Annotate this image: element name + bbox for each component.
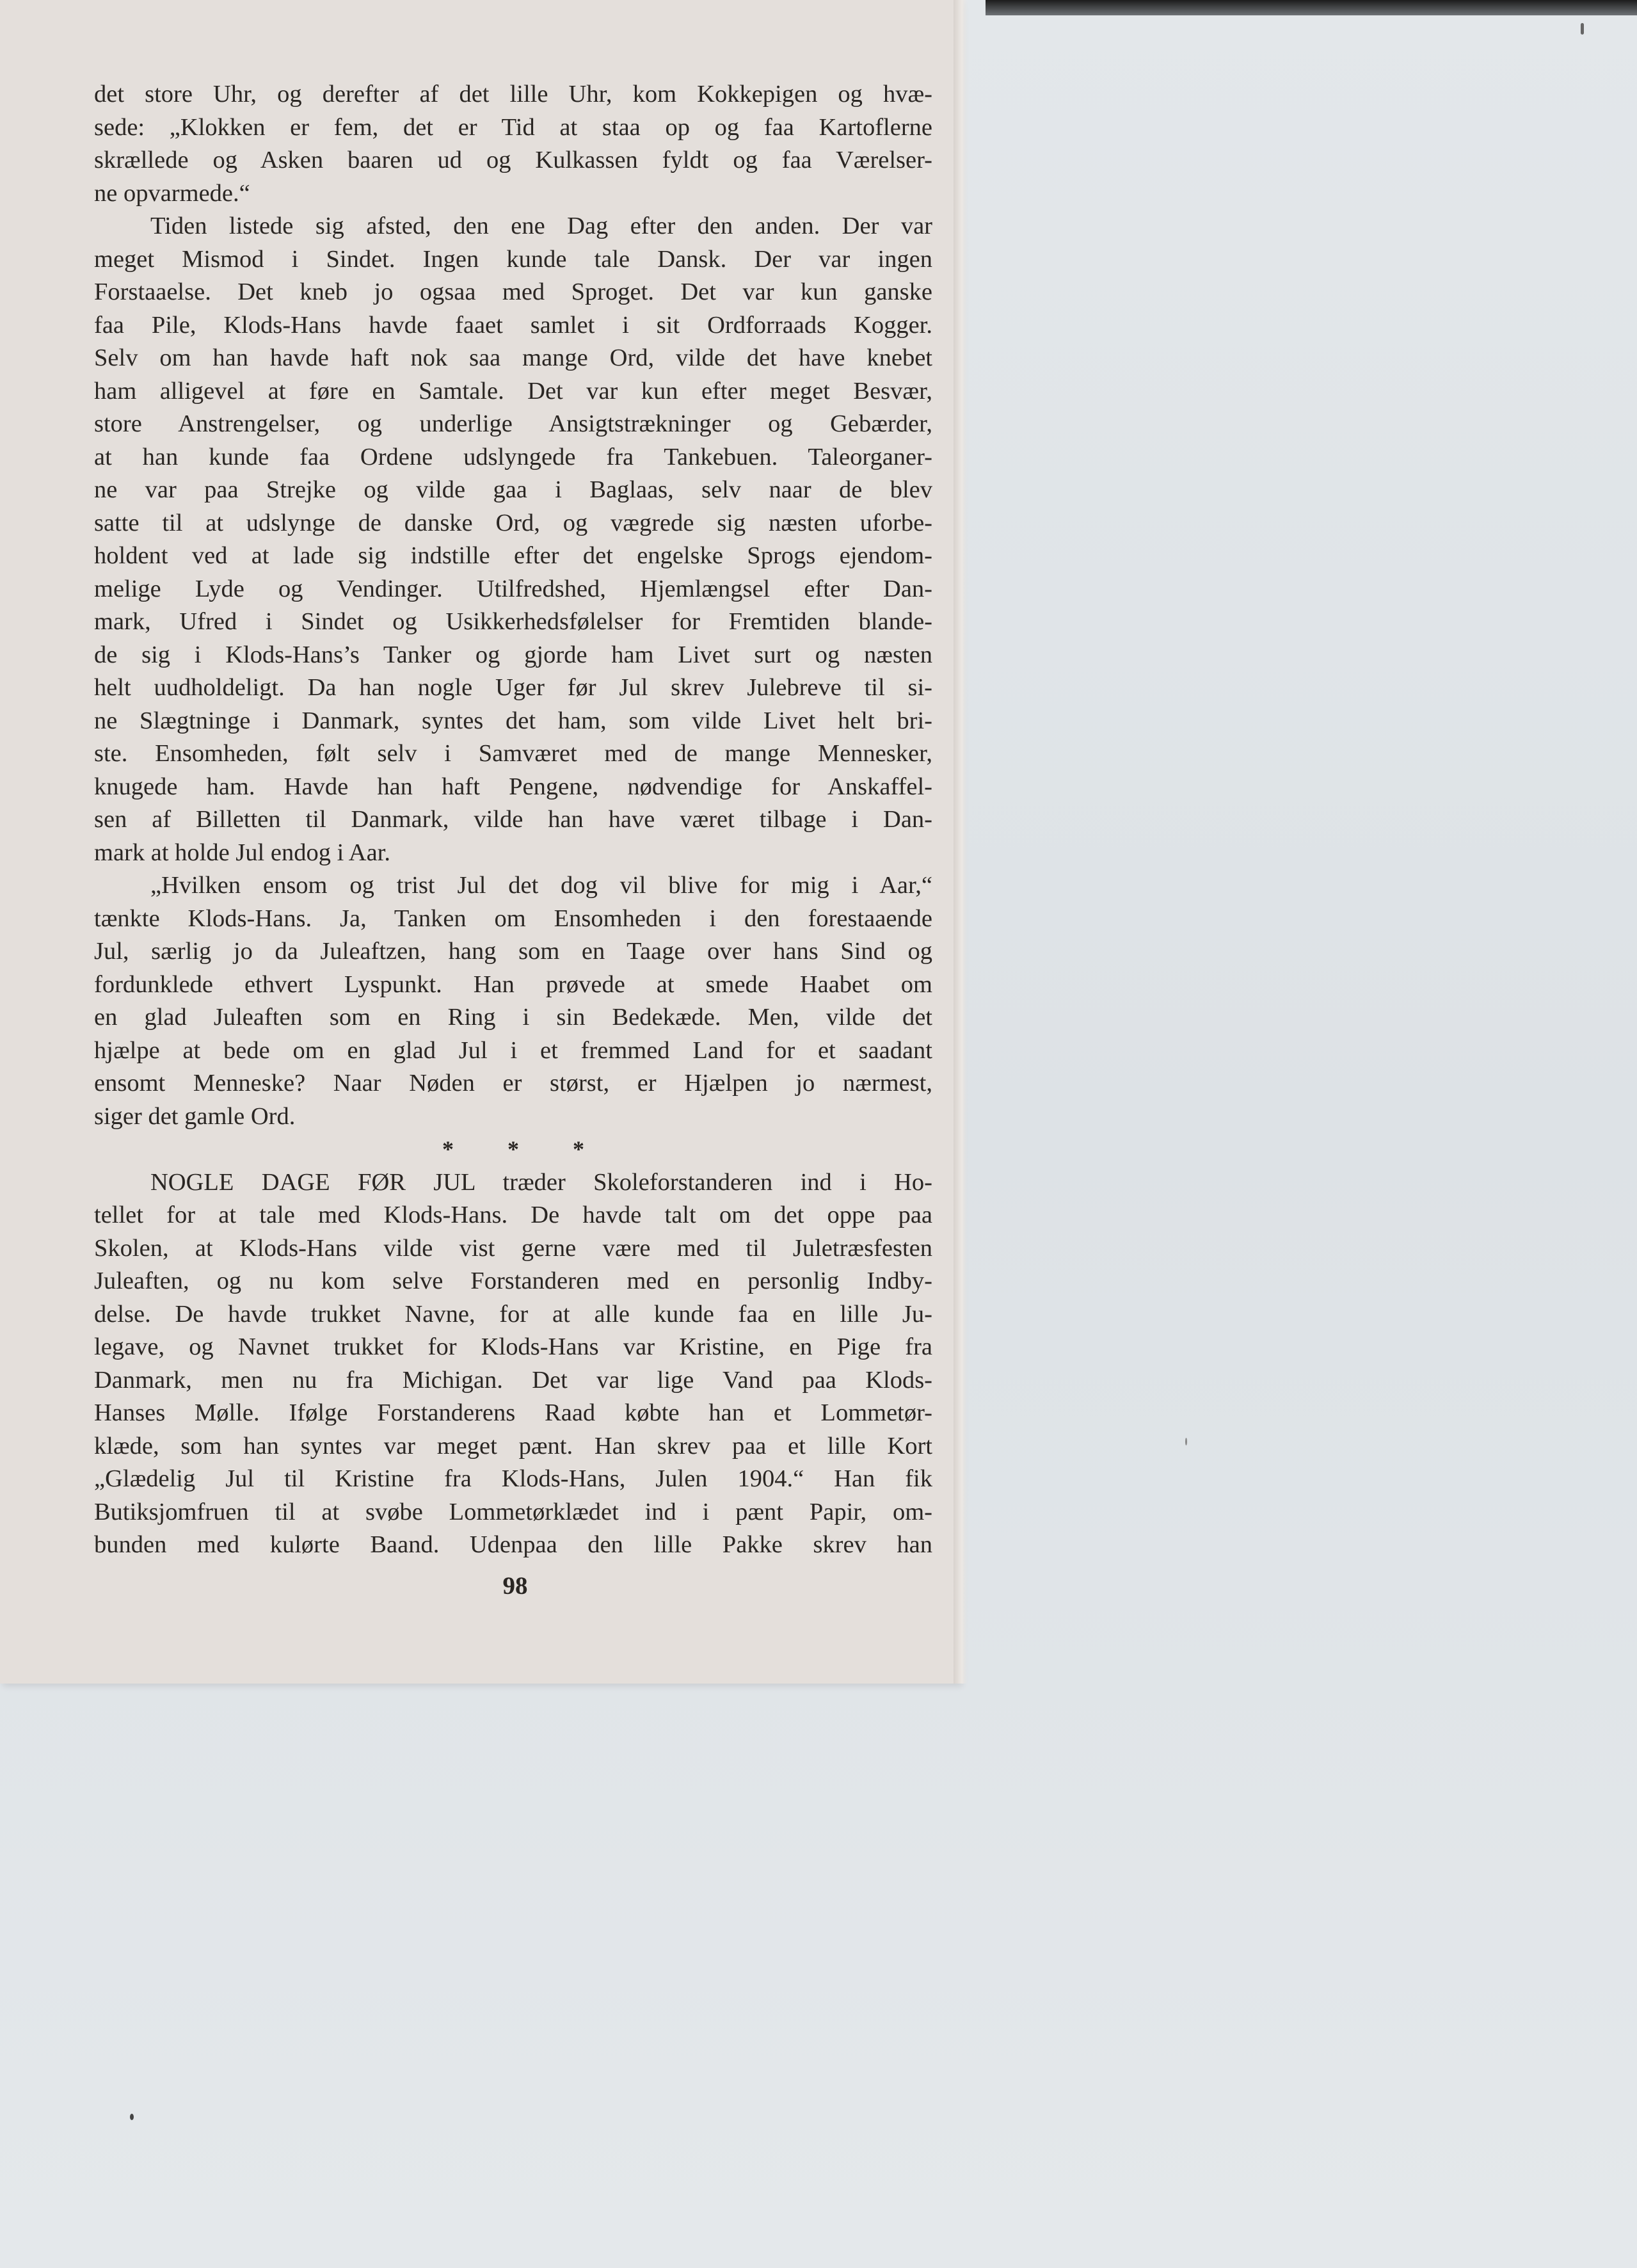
page-body-text [94, 78, 932, 1562]
text-line: helt uudholdeligt. Da han nogle Uger før Jul skrev Julebreve til si- [94, 674, 932, 701]
text-line: Tiden listede sig afsted, den ene Dag efter den anden. Der var [150, 213, 932, 239]
text-line: Selv om han havde haft nok saa mange Ord, vilde det have knebet [94, 344, 932, 371]
text-line: at han kunde faa Ordene udslyngede fra Tankebuen. Taleorganer- [94, 443, 932, 470]
separator-asterisk: * [507, 1136, 519, 1162]
text-line: ne opvarmede.“ [94, 179, 250, 207]
text-line: Danmark, men nu fra Michigan. Det var lige Vand paa Klods- [94, 1366, 932, 1394]
text-line: tænkte Klods-Hans. Ja, Tanken om Ensomheden i den forestaaende [94, 905, 932, 932]
section-separator [94, 1133, 932, 1166]
text-line: mark, Ufred i Sindet og Usikkerhedsfølelser for Fremtiden blande- [94, 608, 932, 635]
text-line: NOGLE DAGE FØR JUL træder Skoleforstanderen ind i Ho- [150, 1168, 932, 1196]
text-line: sede: „Klokken er fem, det er Tid at staa op og faa Kartoflerne [94, 113, 932, 141]
scanner-top-edge [986, 0, 1637, 15]
text-line: knugede ham. Havde han haft Pengene, nødvendige for Anskaffel- [94, 773, 932, 800]
separator-asterisk: * [573, 1136, 584, 1162]
page-number: 98 [502, 1572, 528, 1600]
text-line: store Anstrengelser, og underlige Ansigtstrækninger og Gebærder, [94, 410, 932, 437]
text-line: fordunklede ethvert Lyspunkt. Han prøvede at smede Haabet om [94, 970, 932, 998]
text-line: ste. Ensomheden, følt selv i Samværet med de mange Mennesker, [94, 740, 932, 767]
text-line: tellet for at tale med Klods-Hans. De havde talt om det oppe paa [94, 1202, 932, 1228]
text-line: sen af Billetten til Danmark, vilde han have været tilbage i Dan- [94, 806, 932, 833]
dust-speck [1185, 1438, 1187, 1445]
text-line: en glad Juleaften som en Ring i sin Bedekæde. Men, vilde det [94, 1004, 932, 1031]
text-line: bunden med kulørte Baand. Udenpaa den lille Pakke skrev han [94, 1531, 932, 1558]
text-line: meget Mismod i Sindet. Ingen kunde tale Dansk. Der var ingen [94, 245, 932, 273]
text-line: „Hvilken ensom og trist Jul det dog vil blive for mig i Aar,“ [150, 872, 932, 899]
text-line: siger det gamle Ord. [94, 1102, 296, 1130]
text-line: Hanses Mølle. Ifølge Forstanderens Raad købte han et Lommetør- [94, 1399, 932, 1426]
text-line: holdent ved at lade sig indstille efter det engelske Sprogs ejendom- [94, 542, 932, 569]
dust-speck [130, 2114, 134, 2120]
text-line: Jul, særlig jo da Juleaftzen, hang som en Taage over hans Sind og [94, 938, 932, 965]
text-line: de sig i Klods-Hans’s Tanker og gjorde ham Livet surt og næsten [94, 641, 932, 668]
text-line: ne var paa Strejke og vilde gaa i Baglaas, selv naar de blev [94, 476, 932, 503]
text-line: det store Uhr, og derefter af det lille Uhr, kom Kokkepigen og hvæ- [94, 81, 932, 108]
text-line: Skolen, at Klods-Hans vilde vist gerne være med til Juletræsfesten [94, 1234, 932, 1262]
dust-speck [1581, 23, 1584, 35]
text-line: faa Pile, Klods-Hans havde faaet samlet i sit Ordforraads Kogger. [94, 311, 932, 339]
text-line: mark at holde Jul endog i Aar. [94, 839, 390, 866]
text-line: ne Slægtninge i Danmark, syntes det ham, som vilde Livet helt bri- [94, 707, 932, 734]
book-page-clipping [0, 0, 960, 1684]
separator-asterisk: * [442, 1136, 454, 1162]
text-line: ham alligevel at føre en Samtale. Det var kun efter meget Besvær, [94, 377, 932, 405]
text-line: ensomt Menneske? Naar Nøden er størst, er Hjælpen jo nærmest, [94, 1070, 932, 1097]
clipping-torn-edge [954, 0, 968, 1684]
text-line: Juleaften, og nu kom selve Forstanderen med en personlig Indby- [94, 1267, 932, 1294]
text-line: hjælpe at bede om en glad Jul i et fremmed Land for et saadant [94, 1036, 932, 1064]
text-line: „Glædelig Jul til Kristine fra Klods-Hans, Julen 1904.“ Han fik [94, 1465, 932, 1492]
text-line: Forstaaelse. Det kneb jo ogsaa med Sproget. Det var kun ganske [94, 278, 932, 305]
text-line: legave, og Navnet trukket for Klods-Hans var Kristine, en Pige fra [94, 1333, 932, 1360]
text-line: delse. De havde trukket Navne, for at alle kunde faa en lille Ju- [94, 1300, 932, 1328]
text-line: satte til at udslynge de danske Ord, og vægrede sig næsten uforbe- [94, 509, 932, 536]
text-line: melige Lyde og Vendinger. Utilfredshed, Hjemlængsel efter Dan- [94, 575, 932, 602]
text-line: klæde, som han syntes var meget pænt. Han skrev paa et lille Kort [94, 1432, 932, 1460]
text-line: Butiksjomfruen til at svøbe Lommetørklædet ind i pænt Papir, om- [94, 1498, 932, 1525]
text-line: skrællede og Asken baaren ud og Kulkassen fyldt og faa Værelser- [94, 147, 932, 173]
